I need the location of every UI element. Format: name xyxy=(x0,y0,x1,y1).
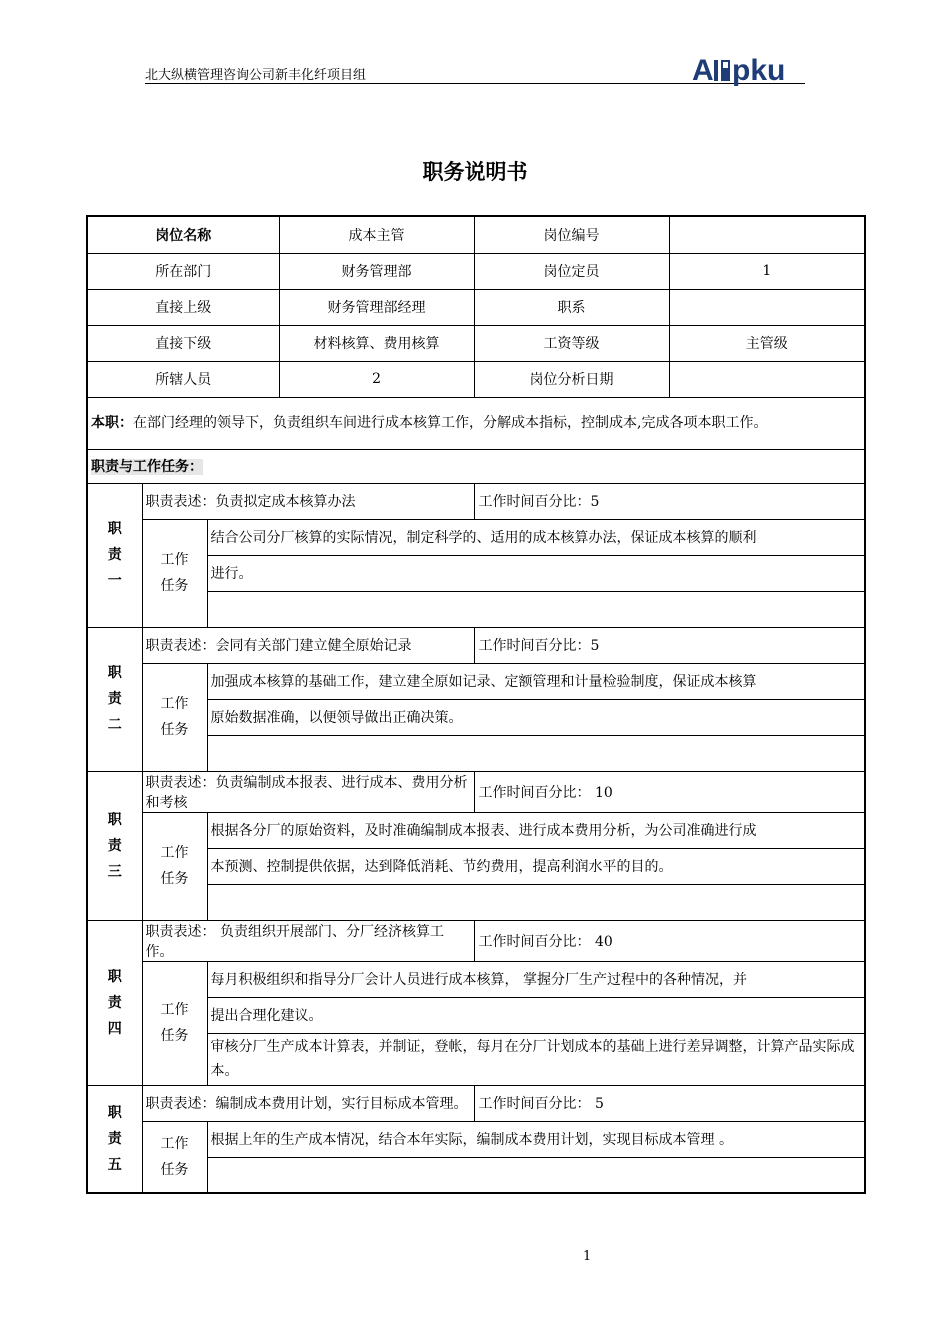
headcount-value: 1 xyxy=(669,253,865,289)
allpku-logo-icon xyxy=(690,52,808,88)
grade-value: 主管级 xyxy=(669,325,865,361)
duty-2-desc: 职责表述：会同有关部门建立健全原始记录 xyxy=(142,627,474,663)
post-no-label: 岗位编号 xyxy=(474,216,669,253)
duty-1-label xyxy=(87,483,142,627)
subordinate-label: 直接下级 xyxy=(87,325,279,361)
duty-4-task-label xyxy=(142,961,207,1085)
superior-label: 直接上级 xyxy=(87,289,279,325)
job-summary xyxy=(87,397,865,449)
duty-1-task-label xyxy=(142,519,207,627)
header-org-name: 北大纵横管理咨询公司新丰化纤项目组 xyxy=(145,68,367,83)
duty-2-task-3 xyxy=(207,735,865,771)
duty-1-task-1: 结合公司分厂核算的实际情况，制定科学的、适用的成本核算办法，保证成本核算的顺利 xyxy=(207,519,865,555)
post-name-value: 成本主管 xyxy=(279,216,474,253)
summary-text: 在部门经理的领导下，负责组织车间进行成本核算工作，分解成本指标，控制成本,完成各项本职工作。 xyxy=(133,415,768,431)
post-name-label: 岗位名称 xyxy=(87,216,279,253)
duty-3-task-label-text: 工作任务 xyxy=(160,845,189,887)
document-title: 职务说明书 xyxy=(422,160,528,184)
duty-4-label xyxy=(87,920,142,1085)
duty-4-task-label-text: 工作任务 xyxy=(160,1002,189,1044)
duty-1-task-2: 进行。 xyxy=(207,555,865,591)
duty-5-label-text: 职责五 xyxy=(107,1104,122,1173)
duties-heading: 职责与工作任务： xyxy=(91,459,203,475)
duty-4-label-text: 职责四 xyxy=(107,968,122,1037)
duty-4-time: 工作时间百分比： 40 xyxy=(474,920,865,961)
duty-4-task-2: 提出合理化建议。 xyxy=(207,997,865,1033)
duty-5-task-1: 根据上年的生产成本情况，结合本年实际，编制成本费用计划，实现目标成本管理 。 xyxy=(207,1121,865,1157)
duty-1-task-3 xyxy=(207,591,865,627)
duty-3-label-text: 职责三 xyxy=(107,811,122,880)
duty-2-time: 工作时间百分比：5 xyxy=(474,627,865,663)
duties-heading-cell xyxy=(87,449,865,483)
series-value xyxy=(669,289,865,325)
analysis-date-value xyxy=(669,361,865,397)
duty-2-task-label-text: 工作任务 xyxy=(160,696,189,738)
duty-1-time: 工作时间百分比：5 xyxy=(474,483,865,519)
duty-2-label-text: 职责二 xyxy=(107,665,122,733)
duty-3-desc: 职责表述：负责编制成本报表、进行成本、费用分析和考核 xyxy=(142,771,474,812)
duty-5-label xyxy=(87,1085,142,1193)
analysis-date-label: 岗位分析日期 xyxy=(474,361,669,397)
superior-value: 财务管理部经理 xyxy=(279,289,474,325)
summary-label: 本职： xyxy=(91,415,133,431)
series-label: 职系 xyxy=(474,289,669,325)
duty-3-label xyxy=(87,771,142,920)
dept-value: 财务管理部 xyxy=(279,253,474,289)
duty-5-task-2 xyxy=(207,1157,865,1193)
duty-2-task-label xyxy=(142,663,207,771)
duty-1-task-label-text: 工作任务 xyxy=(160,552,189,594)
duty-4-task-1: 每月积极组织和指导分厂会计人员进行成本核算， 掌握分厂生产过程中的各种情况，并 xyxy=(207,961,865,997)
headcount-label: 岗位定员 xyxy=(474,253,669,289)
duty-3-task-label xyxy=(142,812,207,920)
duty-3-task-1: 根据各分厂的原始资料，及时准确编制成本报表、进行成本费用分析，为公司准确进行成 xyxy=(207,812,865,848)
duty-2-task-1: 加强成本核算的基础工作，建立建全原如记录、定额管理和计量检验制度，保证成本核算 xyxy=(207,663,865,699)
duty-1-desc: 职责表述：负责拟定成本核算办法 xyxy=(142,483,474,519)
duty-5-task-label-text: 工作任务 xyxy=(160,1135,189,1178)
duty-4-task-3: 审核分厂生产成本计算表，并制证，登帐，每月在分厂计划成本的基础上进行差异调整，计算产品实际成本。 xyxy=(207,1033,865,1085)
subordinate-value: 材料核算、费用核算 xyxy=(279,325,474,361)
svg-text:A: A xyxy=(692,54,714,87)
svg-text:pku: pku xyxy=(732,54,786,87)
duty-1-label-text: 职责一 xyxy=(107,521,122,589)
duty-3-time: 工作时间百分比： 10 xyxy=(474,771,865,812)
page-number: 1 xyxy=(583,1249,592,1264)
duty-2-task-2: 原始数据准确，以便领导做出正确决策。 xyxy=(207,699,865,735)
duty-2-label xyxy=(87,627,142,771)
post-no-value xyxy=(669,216,865,253)
duty-5-desc: 职责表述：编制成本费用计划，实行目标成本管理。 xyxy=(142,1085,474,1121)
job-description-table xyxy=(86,215,866,1194)
grade-label: 工资等级 xyxy=(474,325,669,361)
dept-label: 所在部门 xyxy=(87,253,279,289)
duty-3-task-2: 本预测、控制提供依据，达到降低消耗、节约费用，提高利润水平的目的。 xyxy=(207,848,865,884)
duty-3-task-3 xyxy=(207,884,865,920)
staff-label: 所辖人员 xyxy=(87,361,279,397)
staff-value: 2 xyxy=(279,361,474,397)
duty-5-task-label xyxy=(142,1121,207,1193)
duty-5-time: 工作时间百分比： 5 xyxy=(474,1085,865,1121)
duty-4-desc: 职责表述： 负责组织开展部门、分厂经济核算工作。 xyxy=(142,920,474,961)
allpku-logo xyxy=(690,52,808,88)
